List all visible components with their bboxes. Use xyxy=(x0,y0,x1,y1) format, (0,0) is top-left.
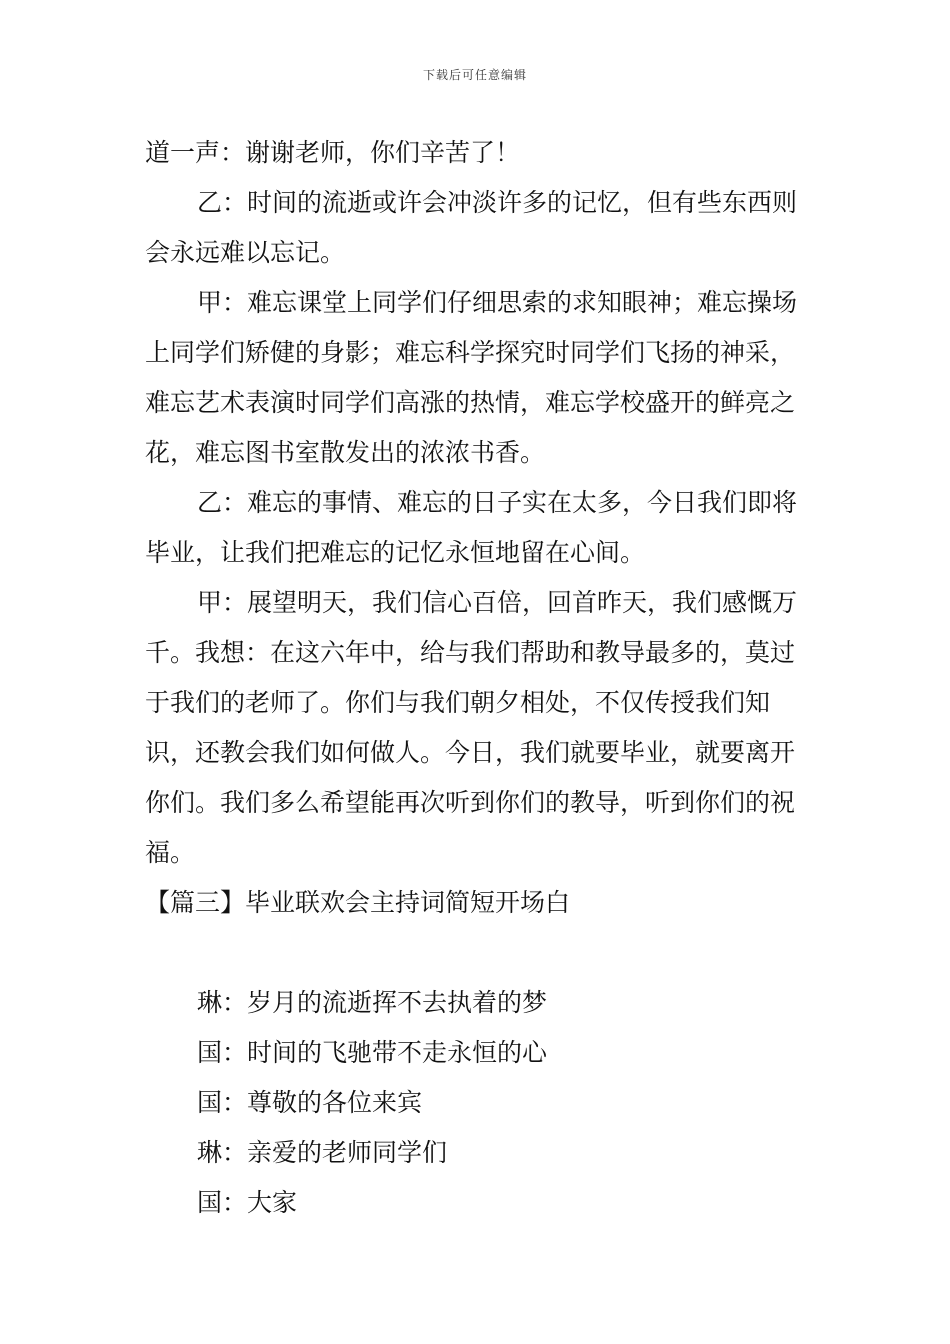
paragraph-closing: 道一声：谢谢老师，你们辛苦了！ xyxy=(145,138,521,167)
blank-line xyxy=(145,928,810,978)
dialogue-line: 国：大家 xyxy=(197,1188,298,1217)
paragraph-yi-2: 乙：难忘的事情、难忘的日子实在太多，今日我们即将毕业，让我们把难忘的记忆永恒地留在心间。 xyxy=(145,488,798,567)
page-header: 下载后可任意编辑 xyxy=(422,68,527,82)
dialogue-line: 国：尊敬的各位来宾 xyxy=(197,1088,423,1117)
dialogue-line: 琳：亲爱的老师同学们 xyxy=(197,1138,448,1167)
paragraph-yi-1: 乙：时间的流逝或许会冲淡许多的记忆，但有些东西则会永远难以忘记。 xyxy=(145,188,798,267)
paragraph-jia-2: 甲：展望明天，我们信心百倍，回首昨天，我们感慨万千。我想：在这六年中，给与我们帮助和教导最多的，莫过于我们的老师了。你们与我们朝夕相处，不仅传授我们知识，还教会我们如何做人。今日，我们就要毕业，就要离开你们。我们多么希望能再次听到你们的教导，听到你们的祝福。 xyxy=(145,588,798,867)
dialogue-line: 国：时间的飞驰带不走永恒的心 xyxy=(197,1038,548,1067)
dialogue-line: 琳：岁月的流逝挥不去执着的梦 xyxy=(197,988,548,1017)
paragraph-jia-1: 甲：难忘课堂上同学们仔细思索的求知眼神；难忘操场上同学们矫健的身影；难忘科学探究时同学们飞扬的神采，难忘艺术表演时同学们高涨的热情，难忘学校盛开的鲜亮之花，难忘图书室散发出的浓浓书香。 xyxy=(145,288,798,467)
document-body xyxy=(145,128,810,1228)
section-heading: 【篇三】毕业联欢会主持词简短开场白 xyxy=(145,888,571,917)
